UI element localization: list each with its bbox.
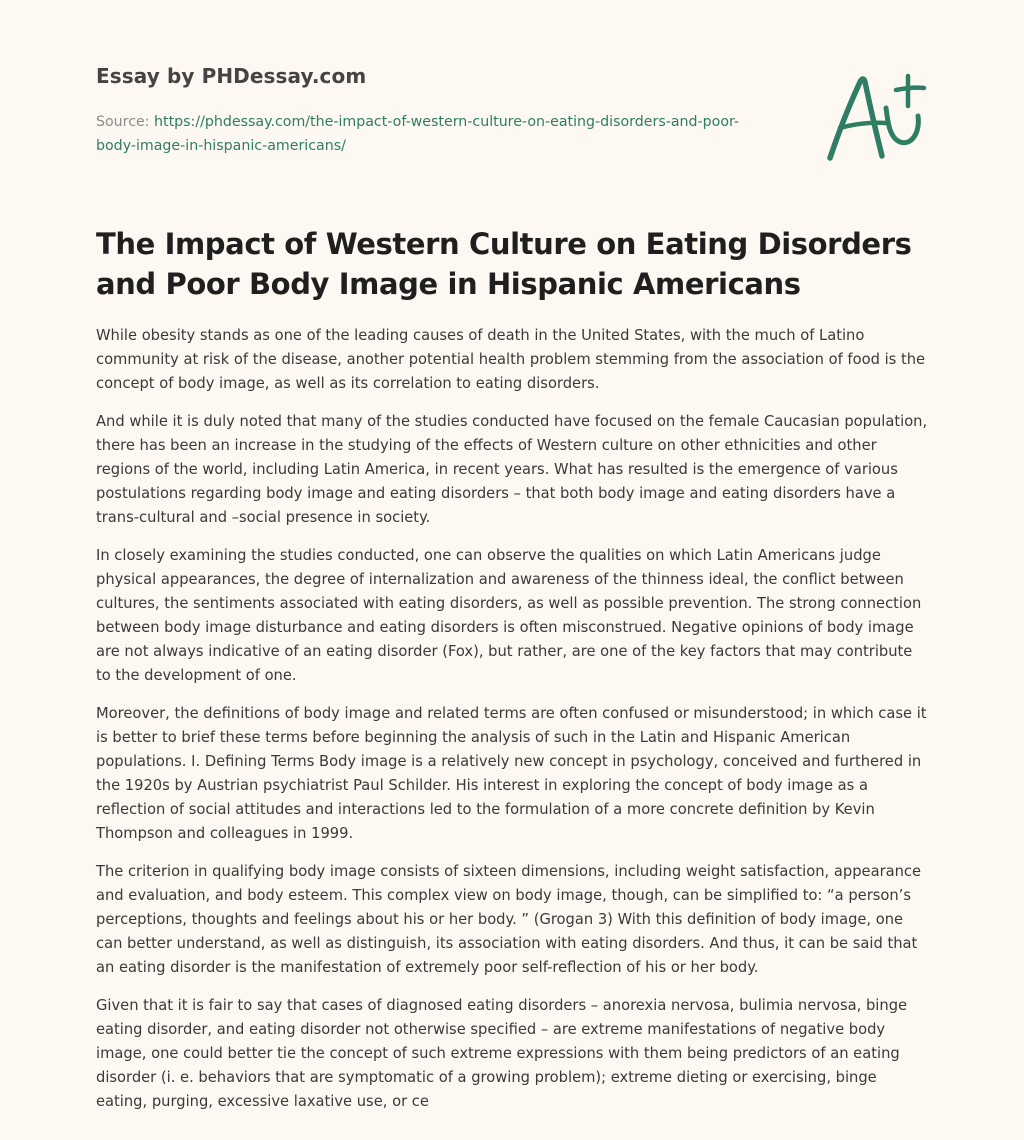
site-title: Essay by PHDessay.com	[96, 64, 367, 88]
essay-title: The Impact of Western Culture on Eating Disorders and Poor Body Image in Hispanic Americans	[96, 227, 912, 301]
source-link[interactable]: https://phdessay.com/the-impact-of-western-culture-on-eating-disorders-and-poor-body-image-in-hispanic-americans/	[96, 114, 740, 154]
paragraph: Moreover, the definitions of body image and related terms are often confused or misunderstood; in which case it is better to brief these terms before beginning the analysis of such in the Latin and Hispanic American populations. I. Defining Terms Body image is a relatively new concept in psychology, conceived and furthered in the 1920s by Austrian psychiatrist Paul Schilder. His interest in exploring the concept of body image as a reflection of social attitudes and interactions led to the formulation of a more concrete definition by Kevin Thompson and colleagues in 1999.	[96, 705, 927, 842]
paragraph: And while it is duly noted that many of the studies conducted have focused on the female Caucasian population, there has been an increase in the studying of the effects of Western culture on other ethnicities and other regions of the world, including Latin America, in recent years. What has resulted is the emergence of various postulations regarding body image and eating disorders – that both body image and eating disorders have a trans-cultural and –social presence in society.	[96, 413, 928, 526]
essay-body	[96, 324, 928, 1128]
a-plus-grade-icon	[820, 66, 932, 166]
paragraph: Given that it is fair to say that cases of diagnosed eating disorders – anorexia nervosa, bulimia nervosa, binge eating disorder, and eating disorder not otherwise specified – are extreme manifestations of negative body image, one could better tie the concept of such extreme expressions with them being predictors of an eating disorder (i. e. behaviors that are symptomatic of a growing problem); extreme dieting or exercising, binge eating, purging, excessive laxative use, or ce	[96, 997, 908, 1110]
paragraph: The criterion in qualifying body image consists of sixteen dimensions, including weight satisfaction, appearance and evaluation, and body esteem. This complex view on body image, though, can be simplified to: “a person’s perceptions, thoughts and feelings about his or her body. ” (Grogan 3) With this definition of body image, one can better understand, as well as distinguish, its association with eating disorders. And thus, it can be said that an eating disorder is the manifestation of extremely poor self-reflection of his or her body.	[96, 863, 922, 976]
source-line	[96, 110, 756, 158]
paragraph: While obesity stands as one of the leading causes of death in the United States, with the much of Latino community at risk of the disease, another potential health problem stemming from the association of food is the concept of body image, as well as its correlation to eating disorders.	[96, 327, 926, 392]
source-label: Source:	[96, 114, 155, 130]
paragraph: In closely examining the studies conducted, one can observe the qualities on which Latin Americans judge physical appearances, the degree of internalization and awareness of the thinness ideal, the conflict between cultures, the sentiments associated with eating disorders, as well as possible prevention. The strong connection between body image disturbance and eating disorders is often misconstrued. Negative opinions of body image are not always indicative of an eating disorder (Fox), but rather, are one of the key factors that may contribute to the development of one.	[96, 547, 922, 684]
